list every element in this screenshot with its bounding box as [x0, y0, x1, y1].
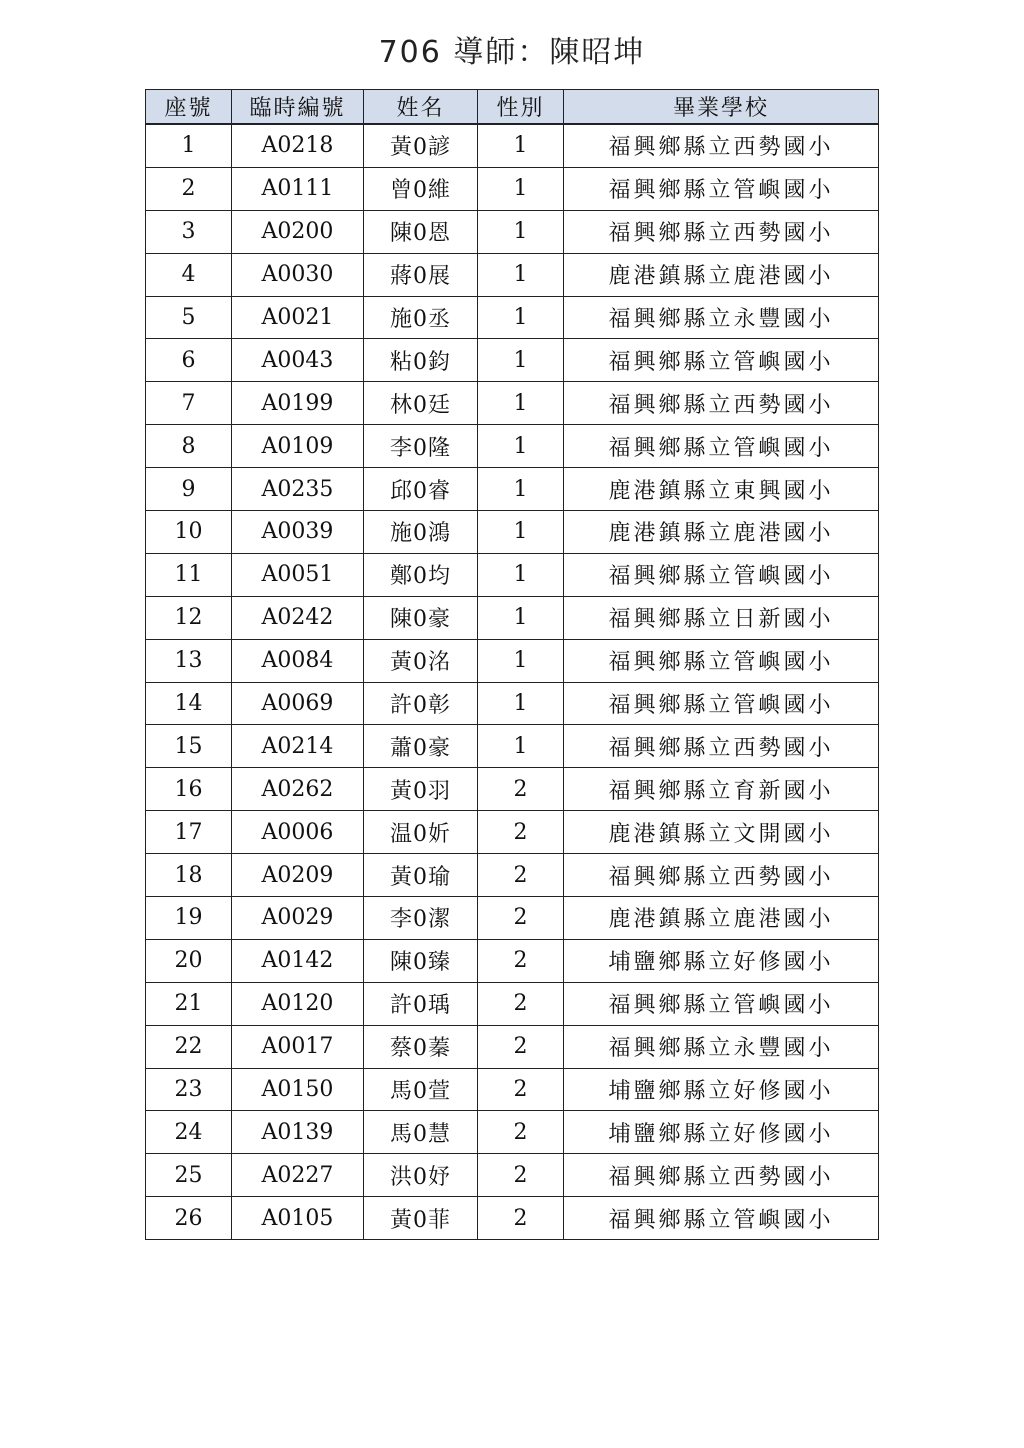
gender-cell: 2	[478, 1025, 564, 1068]
temp-id-cell: A0006	[232, 811, 364, 854]
seat-number-cell: 6	[146, 339, 232, 382]
school-cell: 鹿港鎮縣立東興國小	[564, 468, 879, 511]
temp-id-cell: A0139	[232, 1111, 364, 1154]
temp-id-cell: A0105	[232, 1197, 364, 1240]
seat-number-cell: 19	[146, 897, 232, 940]
gender-cell: 2	[478, 1197, 564, 1240]
table-row	[146, 1068, 879, 1111]
gender-cell: 2	[478, 768, 564, 811]
school-cell: 鹿港鎮縣立文開國小	[564, 811, 879, 854]
gender-cell: 1	[478, 511, 564, 554]
student-name-cell: 鄭0均	[364, 553, 478, 596]
temp-id-cell: A0235	[232, 468, 364, 511]
seat-number-cell: 16	[146, 768, 232, 811]
gender-cell: 1	[478, 296, 564, 339]
student-name-cell: 陳0臻	[364, 939, 478, 982]
table-row	[146, 296, 879, 339]
student-name-cell: 蔣0展	[364, 253, 478, 296]
column-header-gender: 性別	[478, 90, 564, 125]
table-row	[146, 339, 879, 382]
gender-cell: 1	[478, 425, 564, 468]
temp-id-cell: A0030	[232, 253, 364, 296]
student-name-cell: 施0丞	[364, 296, 478, 339]
temp-id-cell: A0043	[232, 339, 364, 382]
student-name-cell: 黃0菲	[364, 1197, 478, 1240]
school-cell: 福興鄉縣立西勢國小	[564, 1154, 879, 1197]
gender-cell: 1	[478, 124, 564, 167]
school-cell: 福興鄉縣立管嶼國小	[564, 682, 879, 725]
student-name-cell: 黃0羽	[364, 768, 478, 811]
school-cell: 福興鄉縣立管嶼國小	[564, 553, 879, 596]
table-header	[146, 90, 879, 125]
gender-cell: 1	[478, 468, 564, 511]
student-name-cell: 黃0洺	[364, 639, 478, 682]
school-cell: 福興鄉縣立西勢國小	[564, 382, 879, 425]
seat-number-cell: 8	[146, 425, 232, 468]
student-name-cell: 陳0恩	[364, 210, 478, 253]
student-name-cell: 施0鴻	[364, 511, 478, 554]
school-cell: 鹿港鎮縣立鹿港國小	[564, 253, 879, 296]
temp-id-cell: A0142	[232, 939, 364, 982]
gender-cell: 1	[478, 382, 564, 425]
gender-cell: 2	[478, 1154, 564, 1197]
table-row	[146, 811, 879, 854]
seat-number-cell: 18	[146, 854, 232, 897]
seat-number-cell: 7	[146, 382, 232, 425]
gender-cell: 1	[478, 167, 564, 210]
table-row	[146, 639, 879, 682]
table-row	[146, 553, 879, 596]
student-name-cell: 許0瑀	[364, 982, 478, 1025]
school-cell: 福興鄉縣立管嶼國小	[564, 167, 879, 210]
seat-number-cell: 22	[146, 1025, 232, 1068]
temp-id-cell: A0227	[232, 1154, 364, 1197]
column-header-name: 姓名	[364, 90, 478, 125]
school-cell: 福興鄉縣立管嶼國小	[564, 339, 879, 382]
temp-id-cell: A0109	[232, 425, 364, 468]
student-name-cell: 温0妡	[364, 811, 478, 854]
temp-id-cell: A0199	[232, 382, 364, 425]
school-cell: 福興鄉縣立西勢國小	[564, 854, 879, 897]
student-name-cell: 馬0萱	[364, 1068, 478, 1111]
temp-id-cell: A0039	[232, 511, 364, 554]
student-name-cell: 許0彰	[364, 682, 478, 725]
student-name-cell: 陳0豪	[364, 596, 478, 639]
temp-id-cell: A0209	[232, 854, 364, 897]
table-row	[146, 854, 879, 897]
temp-id-cell: A0150	[232, 1068, 364, 1111]
column-header-temp-id: 臨時編號	[232, 90, 364, 125]
student-name-cell: 林0廷	[364, 382, 478, 425]
school-cell: 福興鄉縣立管嶼國小	[564, 425, 879, 468]
table-row	[146, 124, 879, 167]
student-name-cell: 粘0鈞	[364, 339, 478, 382]
temp-id-cell: A0021	[232, 296, 364, 339]
table-row	[146, 768, 879, 811]
gender-cell: 2	[478, 982, 564, 1025]
seat-number-cell: 26	[146, 1197, 232, 1240]
school-cell: 福興鄉縣立管嶼國小	[564, 982, 879, 1025]
table-row	[146, 682, 879, 725]
student-roster-table	[145, 89, 879, 1240]
seat-number-cell: 21	[146, 982, 232, 1025]
school-cell: 鹿港鎮縣立鹿港國小	[564, 897, 879, 940]
temp-id-cell: A0120	[232, 982, 364, 1025]
student-name-cell: 馬0慧	[364, 1111, 478, 1154]
gender-cell: 1	[478, 682, 564, 725]
column-header-school: 畢業學校	[564, 90, 879, 125]
school-cell: 埔鹽鄉縣立好修國小	[564, 939, 879, 982]
seat-number-cell: 20	[146, 939, 232, 982]
temp-id-cell: A0242	[232, 596, 364, 639]
page-title: 706 導師：陳昭坤	[378, 35, 646, 70]
gender-cell: 2	[478, 897, 564, 940]
school-cell: 福興鄉縣立育新國小	[564, 768, 879, 811]
seat-number-cell: 3	[146, 210, 232, 253]
table-row	[146, 897, 879, 940]
student-name-cell: 黃0瑜	[364, 854, 478, 897]
table-row	[146, 1111, 879, 1154]
gender-cell: 1	[478, 725, 564, 768]
gender-cell: 1	[478, 339, 564, 382]
seat-number-cell: 2	[146, 167, 232, 210]
student-name-cell: 蔡0蓁	[364, 1025, 478, 1068]
temp-id-cell: A0111	[232, 167, 364, 210]
student-name-cell: 曾0維	[364, 167, 478, 210]
gender-cell: 2	[478, 1068, 564, 1111]
gender-cell: 2	[478, 1111, 564, 1154]
temp-id-cell: A0017	[232, 1025, 364, 1068]
table-row	[146, 1154, 879, 1197]
header-row	[146, 90, 879, 125]
school-cell: 福興鄉縣立永豐國小	[564, 296, 879, 339]
temp-id-cell: A0069	[232, 682, 364, 725]
table-row	[146, 939, 879, 982]
temp-id-cell: A0029	[232, 897, 364, 940]
seat-number-cell: 15	[146, 725, 232, 768]
temp-id-cell: A0262	[232, 768, 364, 811]
temp-id-cell: A0214	[232, 725, 364, 768]
column-header-seat: 座號	[146, 90, 232, 125]
table-row	[146, 511, 879, 554]
seat-number-cell: 17	[146, 811, 232, 854]
table-row	[146, 596, 879, 639]
gender-cell: 2	[478, 854, 564, 897]
seat-number-cell: 25	[146, 1154, 232, 1197]
student-name-cell: 李0隆	[364, 425, 478, 468]
school-cell: 福興鄉縣立管嶼國小	[564, 1197, 879, 1240]
school-cell: 福興鄉縣立西勢國小	[564, 124, 879, 167]
gender-cell: 1	[478, 596, 564, 639]
seat-number-cell: 14	[146, 682, 232, 725]
student-name-cell: 邱0睿	[364, 468, 478, 511]
seat-number-cell: 1	[146, 124, 232, 167]
gender-cell: 1	[478, 639, 564, 682]
temp-id-cell: A0218	[232, 124, 364, 167]
table-row	[146, 425, 879, 468]
student-name-cell: 蕭0豪	[364, 725, 478, 768]
seat-number-cell: 23	[146, 1068, 232, 1111]
student-name-cell: 李0潔	[364, 897, 478, 940]
gender-cell: 1	[478, 553, 564, 596]
gender-cell: 1	[478, 210, 564, 253]
table-row	[146, 468, 879, 511]
table-row	[146, 1025, 879, 1068]
school-cell: 福興鄉縣立管嶼國小	[564, 639, 879, 682]
table-row	[146, 982, 879, 1025]
table-row	[146, 1197, 879, 1240]
school-cell: 福興鄉縣立日新國小	[564, 596, 879, 639]
school-cell: 福興鄉縣立西勢國小	[564, 210, 879, 253]
seat-number-cell: 24	[146, 1111, 232, 1154]
seat-number-cell: 5	[146, 296, 232, 339]
temp-id-cell: A0051	[232, 553, 364, 596]
school-cell: 埔鹽鄉縣立好修國小	[564, 1068, 879, 1111]
school-cell: 埔鹽鄉縣立好修國小	[564, 1111, 879, 1154]
table-row	[146, 725, 879, 768]
gender-cell: 1	[478, 253, 564, 296]
school-cell: 福興鄉縣立永豐國小	[564, 1025, 879, 1068]
table-row	[146, 167, 879, 210]
gender-cell: 2	[478, 939, 564, 982]
seat-number-cell: 10	[146, 511, 232, 554]
table-row	[146, 253, 879, 296]
seat-number-cell: 12	[146, 596, 232, 639]
seat-number-cell: 4	[146, 253, 232, 296]
temp-id-cell: A0084	[232, 639, 364, 682]
temp-id-cell: A0200	[232, 210, 364, 253]
seat-number-cell: 13	[146, 639, 232, 682]
table-body	[146, 124, 879, 1240]
school-cell: 福興鄉縣立西勢國小	[564, 725, 879, 768]
table-row	[146, 382, 879, 425]
school-cell: 鹿港鎮縣立鹿港國小	[564, 511, 879, 554]
student-name-cell: 黃0諺	[364, 124, 478, 167]
gender-cell: 2	[478, 811, 564, 854]
student-name-cell: 洪0妤	[364, 1154, 478, 1197]
seat-number-cell: 11	[146, 553, 232, 596]
seat-number-cell: 9	[146, 468, 232, 511]
table-row	[146, 210, 879, 253]
